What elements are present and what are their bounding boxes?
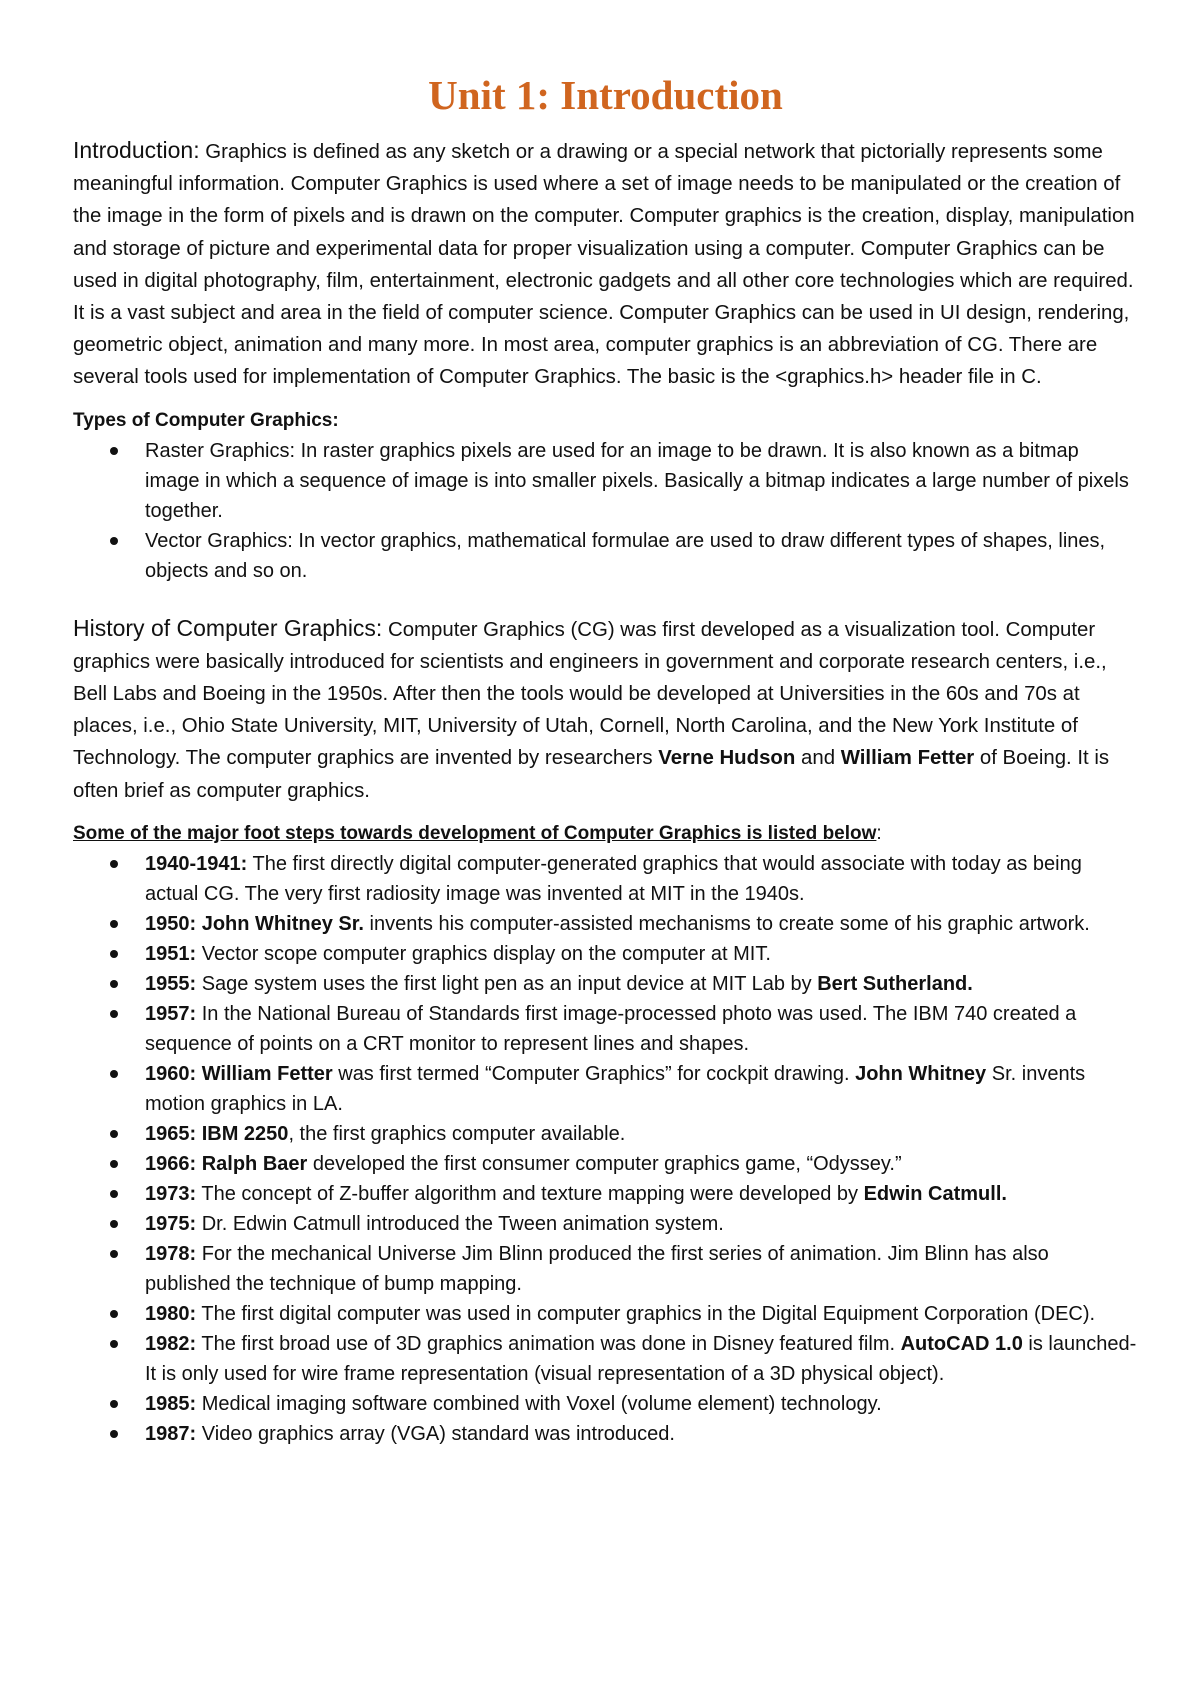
milestone-text: The first broad use of 3D graphics animation was done in Disney featured film. [196,1332,901,1355]
list-item [73,1179,1138,1209]
list-item [73,1119,1138,1149]
page-title: Unit 1: Introduction [428,72,783,118]
milestone-text: developed the first consumer computer graphics game, “Odyssey.” [307,1152,902,1175]
document-page [73,70,1138,1449]
milestone-text: The concept of Z-buffer algorithm and texture mapping were developed by [196,1182,864,1205]
milestone-year: 1951: [145,942,197,965]
milestone-year: 1982: [145,1332,197,1355]
list-item [73,909,1138,939]
list-item [73,1389,1138,1419]
milestone-year: 1978: [145,1242,197,1265]
bullet-icon [110,1430,118,1438]
list-item [73,969,1138,999]
milestone-text: Video graphics array (VGA) standard was introduced. [196,1422,675,1445]
bullet-icon [110,920,118,928]
bullet-icon [110,1250,118,1258]
milestone-text: Sage system uses the first light pen as an input device at MIT Lab by [196,972,818,995]
history-text: and [795,747,841,770]
milestone-name: Bert Sutherland. [817,972,973,995]
milestone-name: John Whitney Sr. [201,912,364,935]
milestone-text: The first directly digital computer-generated graphics that would associate with today as being actual CG. The very first radiosity image was invented at MIT in the 1940s. [145,852,1082,905]
history-lead: History of Computer Graphics: [73,614,383,641]
milestone-text: Medical imaging software combined with Voxel (volume element) technology. [196,1392,882,1415]
milestone-year: 1973: [145,1182,197,1205]
list-item [73,526,1138,586]
milestone-text: Vector scope computer graphics display on the computer at MIT. [196,942,771,965]
list-item [73,436,1138,526]
bullet-icon [110,447,118,455]
intro-text: Graphics is defined as any sketch or a drawing or a special network that pictorially represents some meaningful information. Computer Graphics is used where a set of image needs to be manipulated or the creation of the image in the form of pixels and is drawn on the computer. Computer graphics is the creation, display, manipulation and storage of picture and experimental data for proper visualization using a computer. Computer Graphics can be used in digital photography, film, entertainment, electronic gadgets and all other core technologies which are required. It is a vast subject and area in the field of computer science. Computer Graphics can be used in UI design, rendering, geometric object, animation and many more. In most area, computer graphics is an abbreviation of CG. There are several tools used for implementation of Computer Graphics. The basic is the <graphics.h> header file in C. [73,141,1135,389]
milestone-year: 1950: [145,912,197,935]
milestone-name: IBM 2250 [201,1122,289,1145]
milestone-text: invents his computer-assisted mechanisms to create some of his graphic artwork. [363,912,1090,935]
list-item [73,1299,1138,1329]
milestone-name: Edwin Catmull. [863,1182,1007,1205]
list-item [73,939,1138,969]
list-item [73,1209,1138,1239]
bullet-icon [110,980,118,988]
milestone-text: In the National Bureau of Standards first image-processed photo was used. The IBM 740 created a sequence of points on a CRT monitor to represent lines and shapes. [145,1002,1077,1055]
intro-paragraph [73,134,1138,394]
bullet-icon [110,860,118,868]
bullet-icon [110,1340,118,1348]
milestone-year: 1965: [145,1122,197,1145]
bullet-icon [110,1220,118,1228]
milestones-list [73,849,1138,1449]
milestone-year: 1975: [145,1212,197,1235]
list-item-text: Vector Graphics: In vector graphics, mathematical formulae are used to draw different types of shapes, lines, objects and so on. [145,529,1106,582]
milestone-text: For the mechanical Universe Jim Blinn produced the first series of animation. Jim Blinn has also published the technique of bump mapping. [145,1242,1049,1295]
milestone-year: 1960: [145,1062,197,1085]
milestone-text: Sr. invents motion graphics in LA. [145,1062,1086,1115]
intro-lead: Introduction: [73,137,200,163]
list-item [73,999,1138,1059]
bullet-icon [110,1160,118,1168]
milestone-text: The first digital computer was used in computer graphics in the Digital Equipment Corporation (DEC). [196,1302,1096,1325]
spacer [73,586,1138,612]
list-item [73,849,1138,909]
milestone-name: Ralph Baer [201,1152,308,1175]
milestone-name: AutoCAD 1.0 [900,1332,1023,1355]
milestones-heading [73,821,1138,847]
list-item [73,1059,1138,1119]
milestone-name: John Whitney [855,1062,987,1085]
milestone-text: is launched-It is only used for wire frame representation (visual representation of a 3D physical object). [145,1332,1137,1385]
bullet-icon [110,950,118,958]
types-list [73,436,1138,586]
list-item [73,1149,1138,1179]
history-name: Verne Hudson [658,747,796,770]
history-name: William Fetter [840,747,975,770]
bullet-icon [110,1010,118,1018]
list-item-text: Raster Graphics: In raster graphics pixels are used for an image to be drawn. It is also known as a bitmap image in which a sequence of image is into smaller pixels. Basically a bitmap indicates a large number of pixels together. [145,439,1129,522]
bullet-icon [110,1310,118,1318]
list-item [73,1239,1138,1299]
milestone-year: 1957: [145,1002,197,1025]
milestone-year: 1955: [145,972,197,995]
milestone-text: , the first graphics computer available. [288,1122,626,1145]
milestone-text: was first termed “Computer Graphics” for cockpit drawing. [332,1062,856,1085]
list-item [73,1419,1138,1449]
bullet-icon [110,1190,118,1198]
milestone-year: 1987: [145,1422,197,1445]
history-text: Computer Graphics (CG) was first developed as a visualization tool. Computer graphics were basically introduced for scientists and engineers in government and corporate research centers, i.e., Bell Labs and Boeing in the 1950s. After then the tools would be developed at Universities in the 60s and 70s at places, i.e., Ohio State University, MIT, University of Utah, Cornell, North Carolina, and the New York Institute of Technology. The computer graphics are invented by researchers [73,618,1107,770]
milestone-name: William Fetter [201,1062,333,1085]
milestones-heading-text: Some of the major foot steps towards development of Computer Graphics is listed below [73,822,877,844]
milestone-year: 1940-1941: [145,852,248,875]
milestone-year: 1985: [145,1392,197,1415]
list-item [73,1329,1138,1389]
milestone-year: 1966: [145,1152,197,1175]
bullet-icon [110,537,118,545]
milestone-text: Dr. Edwin Catmull introduced the Tween animation system. [196,1212,724,1235]
bullet-icon [110,1070,118,1078]
milestone-year: 1980: [145,1302,197,1325]
history-paragraph [73,612,1138,807]
bullet-icon [110,1130,118,1138]
history-text: of Boeing. It is often brief as computer graphics. [73,747,1110,802]
types-heading: Types of Computer Graphics: [73,409,339,431]
bullet-icon [110,1400,118,1408]
milestones-heading-suffix: : [876,822,882,844]
